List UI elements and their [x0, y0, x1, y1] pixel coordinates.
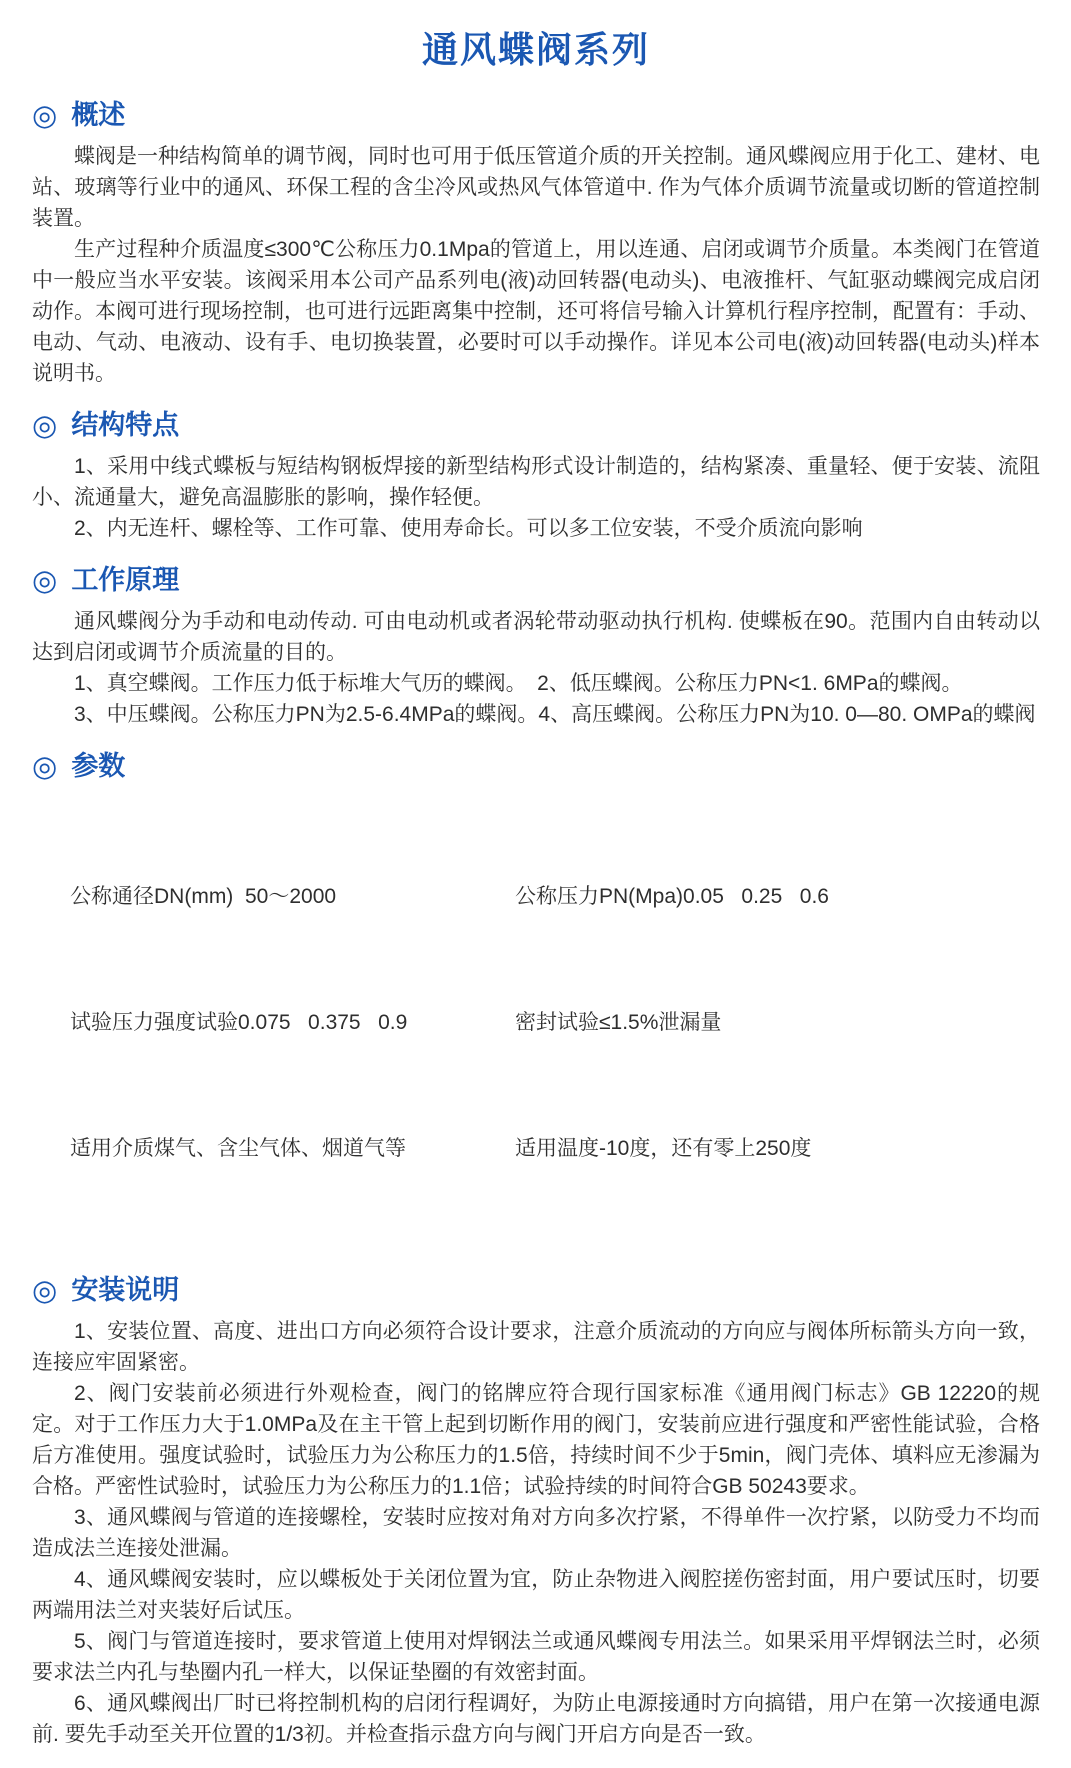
- parameters-columns: [32, 792, 1040, 1254]
- installation-item: 2、阀门安装前必须进行外观检查，阀门的铭牌应符合现行国家标准《通用阀门标志》GB 12220的规定。对于工作压力大于1.0MPa及在主干管上起到切断作用的阀门，安装前应进行强度和严密性能试验，合格后方准使用。强度试验时，试验压力为公称压力的1.5倍，持续时间不少于5min，阀门壳体、填料应无渗漏为合格。严密性试验时，试验压力为公称压力的1.1倍；试验持续的时间符合GB 50243要求。: [32, 1382, 1040, 1498]
- section-parameters: [32, 748, 1040, 1254]
- feature-item: 2、内无连杆、螺栓等、工作可靠、使用寿命长。可以多工位安装，不受介质流向影响: [74, 517, 863, 540]
- parameters-left-column: [70, 792, 515, 1254]
- valve-type-line: 3、中压蝶阀。公称压力PN为2.5-6.4MPa的蝶阀。4、高压蝶阀。公称压力PN为10. 0—80. OMPa的蝶阀: [74, 703, 1036, 726]
- section-title: 结构特点: [71, 410, 180, 440]
- section-title: 工作原理: [71, 565, 180, 595]
- valve-type-line: 1、真空蝶阀。工作压力低于标堆大气历的蝶阀。 2、低压蝶阀。公称压力PN<1. 6MPa的蝶阀。: [74, 672, 963, 695]
- section-title: 安装说明: [71, 1275, 180, 1305]
- section-structural-features: [32, 407, 1040, 544]
- installation-item: 1、安装位置、高度、进出口方向必须符合设计要求，注意介质流动的方向应与阀体所标箭头方向一致，连接应牢固紧密。: [32, 1320, 1040, 1374]
- section-heading-installation: [32, 1272, 1040, 1308]
- section-installation-instructions: [32, 1272, 1040, 1750]
- param-test-pressure: 试验压力强度试验0.075 0.375 0.9: [70, 1011, 408, 1034]
- section-bullet-icon: ◎: [32, 564, 58, 597]
- param-applicable-media: 适用介质煤气、含尘气体、烟道气等: [70, 1137, 406, 1160]
- section-heading-parameters: [32, 748, 1040, 784]
- section-heading-overview: [32, 97, 1040, 133]
- section-heading-structural-features: [32, 407, 1040, 443]
- installation-item: 6、通风蝶阀出厂时已将控制机构的启闭行程调好，为防止电源接通时方向搞错，用户在第一次接通电源前. 要先手动至关开位置的1/3初。并检查指示盘方向与阀门开启方向是否一致。: [32, 1692, 1040, 1746]
- param-nominal-pressure: 公称压力PN(Mpa)0.05 0.25 0.6: [515, 885, 829, 908]
- parameters-right-column: [515, 792, 1040, 1254]
- principle-paragraph: 通风蝶阀分为手动和电动传动. 可由电动机或者涡轮带动驱动执行机构. 使蝶板在90。范围内自由转动以达到启闭或调节介质流量的目的。: [32, 610, 1040, 664]
- installation-item: 5、阀门与管道连接时，要求管道上使用对焊钢法兰或通风蝶阀专用法兰。如果采用平焊钢法兰时，必须要求法兰内孔与垫圈内孔一样大，以保证垫圈的有效密封面。: [32, 1630, 1040, 1684]
- installation-item: 3、通风蝶阀与管道的连接螺栓，安装时应按对角对方向多次拧紧，不得单件一次拧紧，以防受力不均而造成法兰连接处泄漏。: [32, 1506, 1040, 1560]
- section-title: 概述: [71, 100, 126, 130]
- section-bullet-icon: ◎: [32, 99, 58, 132]
- feature-item: 1、采用中线式蝶板与短结构钢板焊接的新型结构形式设计制造的，结构紧凑、重量轻、便于安装、流阻小、流通量大，避免高温膨胀的影响，操作轻便。: [32, 455, 1040, 509]
- overview-paragraph: 生产过程种介质温度≤300℃公称压力0.1Mpa的管道上，用以连通、启闭或调节介质量。本类阀门在管道中一般应当水平安装。该阀采用本公司产品系列电(液)动回转器(电动头)、电液推杆、气缸驱动蝶阀完成启闭动作。本阀可进行现场控制，也可进行远距离集中控制，还可将信号输入计算机行程序控制，配置有：手动、电动、气动、电液动、设有手、电切换装置，必要时可以手动操作。详见本公司电(液)动回转器(电动头)样本说明书。: [32, 238, 1040, 385]
- section-working-principle: [32, 562, 1040, 730]
- section-bullet-icon: ◎: [32, 1274, 58, 1307]
- param-nominal-diameter: 公称通径DN(mm) 50～2000: [70, 885, 337, 908]
- overview-paragraph: 蝶阀是一种结构简单的调节阀，同时也可用于低压管道介质的开关控制。通风蝶阀应用于化工、建材、电站、玻璃等行业中的通风、环保工程的含尘冷风或热风气体管道中. 作为气体介质调节流量或切断的管道控制装置。: [32, 145, 1040, 230]
- page-title: 通风蝶阀系列: [421, 29, 650, 70]
- section-heading-working-principle: [32, 562, 1040, 598]
- section-overview: [32, 97, 1040, 389]
- param-temperature-range: 适用温度-10度，还有零上250度: [515, 1137, 812, 1160]
- param-seal-test: 密封试验≤1.5%泄漏量: [515, 1011, 722, 1034]
- installation-item: 4、通风蝶阀安装时，应以蝶板处于关闭位置为宜，防止杂物进入阀腔搓伤密封面，用户要试压时，切要两端用法兰对夹装好后试压。: [32, 1568, 1040, 1622]
- section-bullet-icon: ◎: [32, 750, 58, 783]
- section-title: 参数: [71, 751, 126, 781]
- section-bullet-icon: ◎: [32, 409, 58, 442]
